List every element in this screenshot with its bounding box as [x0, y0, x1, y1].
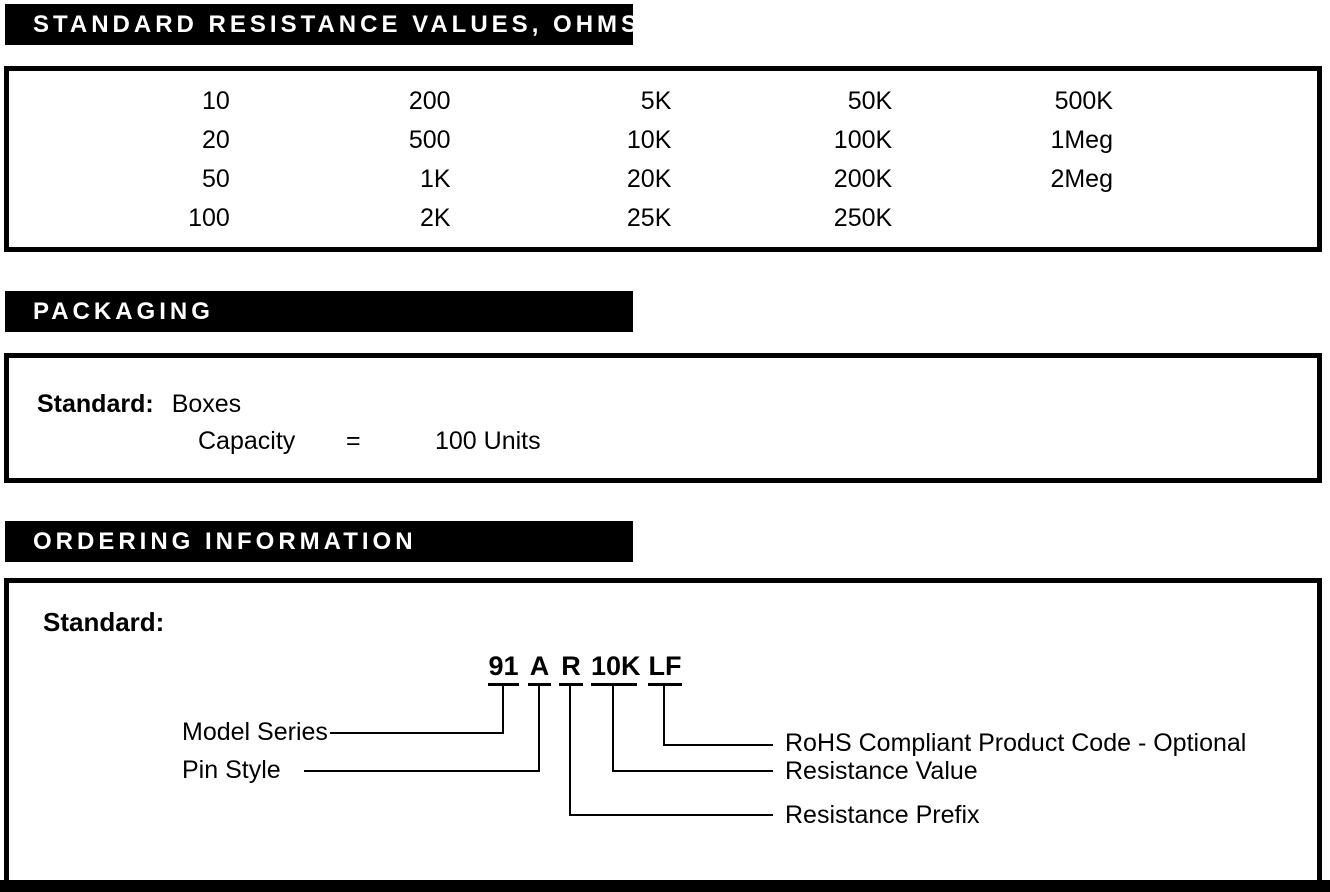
section-header-packaging [5, 291, 633, 332]
resistance-table [9, 71, 1317, 238]
connector-leader-resistance-prefix [569, 814, 773, 816]
label-pin-style: Pin Style [182, 756, 281, 784]
resistance-value-cell: 250K [833, 204, 893, 232]
resistance-value-cell: 25K [626, 204, 672, 232]
resistance-value-cell: 200 [408, 87, 451, 115]
equals-sign: = [346, 427, 361, 455]
connector-vertical-resistance-prefix [569, 686, 571, 816]
resistance-value-cell [892, 199, 1113, 238]
code-resistance-prefix: R [559, 651, 583, 686]
packaging-capacity-value: 100 Units [435, 427, 541, 455]
resistance-value-cell: 100K [833, 126, 893, 154]
resistance-value-cell: 2K [420, 204, 451, 232]
code-resistance-value: 10K [591, 651, 637, 686]
resistance-value-cell: 1K [420, 165, 451, 193]
packaging-standard-value: Boxes [171, 390, 242, 418]
resistance-values-box [4, 66, 1322, 252]
packaging-standard-label: Standard: [37, 390, 154, 418]
resistance-value-cell: 100 [188, 204, 230, 232]
resistance-value-cell: 200K [833, 165, 893, 193]
connector-vertical-rohs [663, 686, 665, 746]
resistance-value-cell: 500K [1054, 87, 1113, 115]
connector-leader-rohs [663, 744, 773, 746]
connector-leader-model-series [330, 732, 504, 734]
packaging-standard-line [37, 391, 241, 417]
packaging-box [4, 353, 1322, 483]
section-title-ordering: ORDERING INFORMATION [33, 527, 417, 555]
code-model-series: 91 [488, 651, 519, 686]
resistance-value-cell: 10K [626, 126, 672, 154]
resistance-value-cell: 5K [640, 87, 672, 115]
section-header-resistance [5, 4, 642, 45]
code-rohs: LF [648, 651, 682, 686]
connector-leader-pin-style [304, 770, 540, 772]
resistance-value-cell: 20K [626, 165, 672, 193]
code-pin-style: A [528, 651, 551, 686]
resistance-value-cell: 20 [201, 126, 230, 154]
page-footer-bar [0, 880, 1330, 892]
resistance-value-cell: 2Meg [1050, 165, 1113, 193]
connector-vertical-pin-style [538, 686, 540, 772]
section-title-packaging: PACKAGING [33, 297, 214, 325]
label-rohs: RoHS Compliant Product Code - Optional [785, 729, 1247, 757]
resistance-value-cell: 50K [847, 87, 893, 115]
resistance-value-cell: 1Meg [1050, 126, 1113, 154]
label-resistance-value: Resistance Value [785, 757, 978, 785]
section-header-ordering [5, 521, 633, 562]
ordering-standard-label: Standard: [43, 607, 165, 637]
connector-leader-resistance-value [612, 770, 773, 772]
label-model-series: Model Series [182, 718, 328, 746]
resistance-value-cell: 50 [201, 165, 230, 193]
connector-vertical-resistance-value [612, 686, 614, 772]
label-resistance-prefix: Resistance Prefix [785, 801, 980, 829]
section-title-resistance: STANDARD RESISTANCE VALUES, OHMS [33, 10, 642, 38]
connector-vertical-model-series [502, 686, 504, 734]
packaging-capacity-label: Capacity [198, 427, 296, 455]
resistance-value-cell: 10 [201, 87, 230, 115]
resistance-value-cell: 500 [408, 126, 451, 154]
